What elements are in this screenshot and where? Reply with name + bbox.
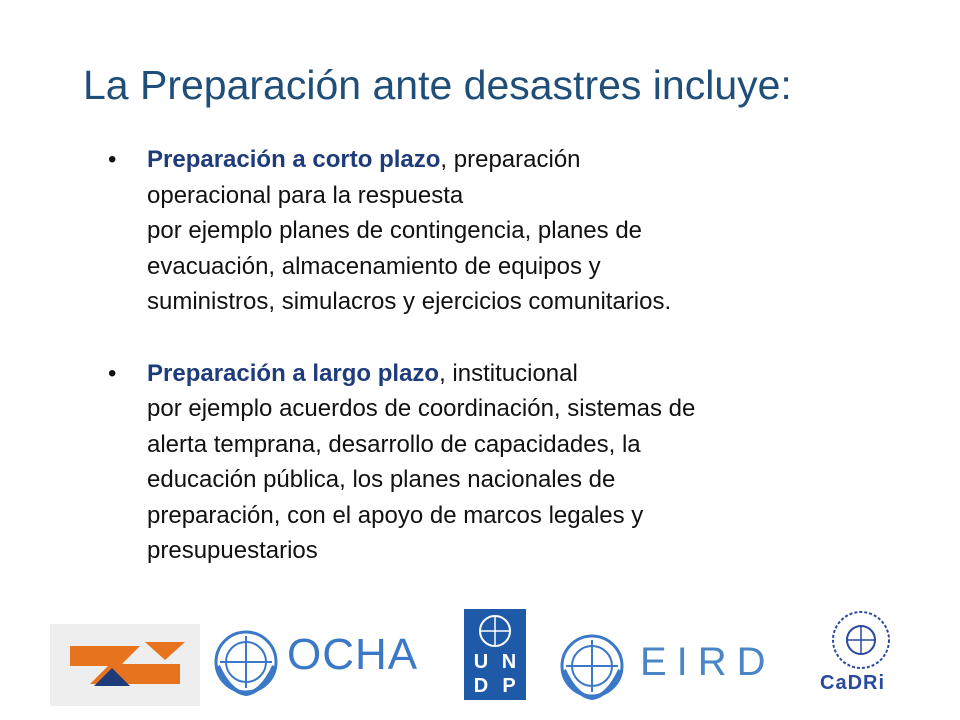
civil-protection-emblem-icon [50,624,200,706]
un-emblem-icon [464,611,526,651]
un-emblem-icon [556,630,628,702]
bullet-dot: • [108,359,117,387]
bullet-list [108,142,868,569]
undp-letter: U [473,651,489,673]
cadri-ring-icon [818,608,904,672]
bullet-first-line [147,142,868,178]
cadri-logo-text: CaDRi [820,672,886,694]
bullet-dot: • [108,146,117,173]
bullet-line: suministros, simulacros y ejercicios comunitarios. [147,288,672,315]
civil-protection-logo [50,624,200,706]
ocha-logo-text: OCHA [287,630,419,679]
bullet-line: alerta temprana, desarrollo de capacidades, la [147,430,641,458]
un-emblem-icon [210,626,282,698]
bullet-line: evacuación, almacenamiento de equipos y [147,252,601,280]
undp-letter: P [502,675,516,697]
slide-title: La Preparación ante desastres incluye: [83,62,792,108]
bullet-line: por ejemplo planes de contingencia, planes de [147,217,643,244]
un-emblem-eird [556,630,628,707]
bullet-line: por ejemplo acuerdos de coordinación, sistemas de [147,395,696,422]
eird-logo-text: EIRD [640,640,776,684]
undp-letter: D [473,675,489,697]
bullet-lead: , institucional [439,359,578,387]
undp-logo [464,609,526,700]
bullet-lead: , preparación [440,146,581,173]
undp-letter: N [501,651,517,673]
un-emblem-ocha [210,626,282,703]
bullet-line: preparación, con el apoyo de marcos legales y [147,501,644,529]
bullet-long-term [108,356,868,569]
bullet-line: educación pública, los planes nacionales de [147,466,616,493]
bullet-line: operacional para la respuesta [147,181,464,209]
cadri-logo [818,608,904,677]
bullet-line: presupuestarios [147,537,318,564]
bullet-heading: Preparación a corto plazo [147,146,441,173]
bullet-short-term [108,142,868,320]
bullet-heading: Preparación a largo plazo [147,359,440,387]
bullet-first-line [147,356,868,392]
